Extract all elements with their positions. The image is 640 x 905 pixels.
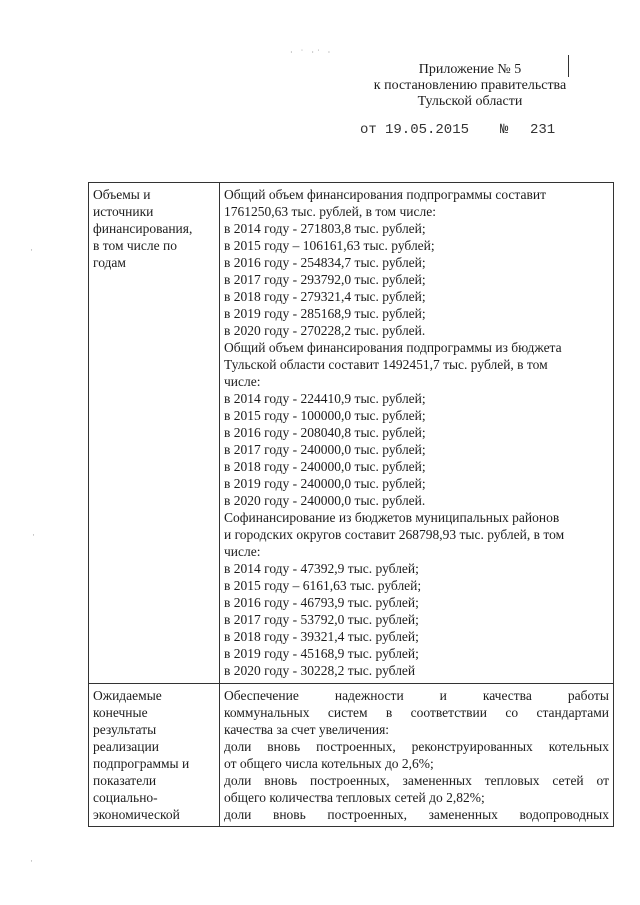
row-label-line: годам: [93, 255, 126, 270]
content-line: доли вновь построенных, реконструированных котельных: [224, 739, 609, 754]
appendix-reference: к постановлению правительства: [373, 78, 567, 93]
row-label-line: экономической: [93, 807, 180, 822]
content-line: в 2019 году - 285168,9 тыс. рублей;: [224, 306, 426, 321]
content-line: в 2017 году - 53792,0 тыс. рублей;: [224, 612, 419, 627]
resolution-number-label: №: [500, 122, 509, 138]
content-line: в 2018 году - 279321,4 тыс. рублей;: [224, 289, 426, 304]
row-label-line: подпрограммы и: [93, 756, 190, 771]
content-line: в 2020 году - 30228,2 тыс. рублей: [224, 663, 416, 678]
scan-artifact: · ˙ ·˙ ·: [290, 48, 334, 57]
row-content-cell: [220, 684, 614, 827]
content-line: общего количества тепловых сетей до 2,82%;: [224, 790, 485, 805]
content-line: в 2018 году - 240000,0 тыс. рублей;: [224, 459, 426, 474]
table-row: [89, 183, 614, 684]
content-line: в 2014 году - 271803,8 тыс. рублей;: [224, 221, 426, 236]
scan-artifact: ·: [30, 856, 33, 866]
row-label-line: реализации: [93, 739, 159, 754]
content-line: доли вновь построенных, замененных тепловых сетей от: [224, 773, 609, 788]
row-label-cell: [89, 183, 220, 684]
row-label-line: в том числе по: [93, 238, 177, 253]
content-line: в 2015 году - 100000,0 тыс. рублей;: [224, 408, 426, 423]
content-line: от общего числа котельных до 2,6%;: [224, 756, 434, 771]
content-line: Софинансирование из бюджетов муниципальных районов: [224, 510, 560, 525]
program-table: [88, 182, 614, 827]
row-content-cell: [220, 183, 614, 684]
resolution-date: 19.05.2015: [385, 122, 470, 138]
content-line: и городских округов составит 268798,93 тыс. рублей, в том: [224, 527, 565, 542]
content-line: в 2017 году - 293792,0 тыс. рублей;: [224, 272, 426, 287]
appendix-header: [340, 62, 600, 110]
resolution-number: 231: [530, 122, 556, 138]
content-line: в 2018 году - 39321,4 тыс. рублей;: [224, 629, 419, 644]
content-line: в 2019 году - 45168,9 тыс. рублей;: [224, 646, 419, 661]
content-line: в 2019 году - 240000,0 тыс. рублей;: [224, 476, 426, 491]
row-label-line: социально-: [93, 790, 158, 805]
scan-artifact: ·: [32, 530, 35, 540]
content-line: 1761250,63 тыс. рублей, в том числе:: [224, 204, 436, 219]
content-line: в 2020 году - 240000,0 тыс. рублей.: [224, 493, 426, 508]
content-line: Общий объем финансирования подпрограммы из бюджета: [224, 340, 562, 355]
row-label-line: показатели: [93, 773, 157, 788]
row-label-line: конечные: [93, 705, 148, 720]
content-line: числе:: [224, 374, 261, 389]
content-line: доли вновь построенных, замененных водопроводных: [224, 807, 609, 822]
content-line: в 2020 году - 270228,2 тыс. рублей.: [224, 323, 426, 338]
content-line: Общий объем финансирования подпрограммы составит: [224, 187, 546, 202]
row-label-line: Ожидаемые: [93, 688, 162, 703]
resolution-from-label: от: [360, 122, 377, 138]
row-label-cell: [89, 684, 220, 827]
content-line: в 2015 году – 106161,63 тыс. рублей;: [224, 238, 435, 253]
row-label-line: финансирования,: [93, 221, 193, 236]
row-label-line: результаты: [93, 722, 157, 737]
content-line: в 2016 году - 254834,7 тыс. рублей;: [224, 255, 426, 270]
content-line: коммунальных систем в соответствии со стандартами: [224, 705, 609, 720]
content-line: в 2016 году - 46793,9 тыс. рублей;: [224, 595, 419, 610]
content-line: качества за счет увеличения:: [224, 722, 390, 737]
table-row: [89, 684, 614, 827]
content-line: Тульской области составит 1492451,7 тыс. рублей, в том: [224, 357, 548, 372]
content-line: числе:: [224, 544, 261, 559]
content-line: в 2015 году – 6161,63 тыс. рублей;: [224, 578, 422, 593]
content-line: в 2014 году - 47392,9 тыс. рублей;: [224, 561, 419, 576]
scan-artifact: ·: [30, 245, 33, 255]
appendix-title: Приложение № 5: [418, 62, 522, 77]
content-line: в 2017 году - 240000,0 тыс. рублей;: [224, 442, 426, 457]
row-label-line: источники: [93, 204, 154, 219]
content-line: Обеспечение надежности и качества работы: [224, 688, 609, 703]
appendix-region: Тульской области: [417, 94, 523, 109]
row-label-line: Объемы и: [93, 187, 151, 202]
content-line: в 2014 году - 224410,9 тыс. рублей;: [224, 391, 426, 406]
content-line: в 2016 году - 208040,8 тыс. рублей;: [224, 425, 426, 440]
